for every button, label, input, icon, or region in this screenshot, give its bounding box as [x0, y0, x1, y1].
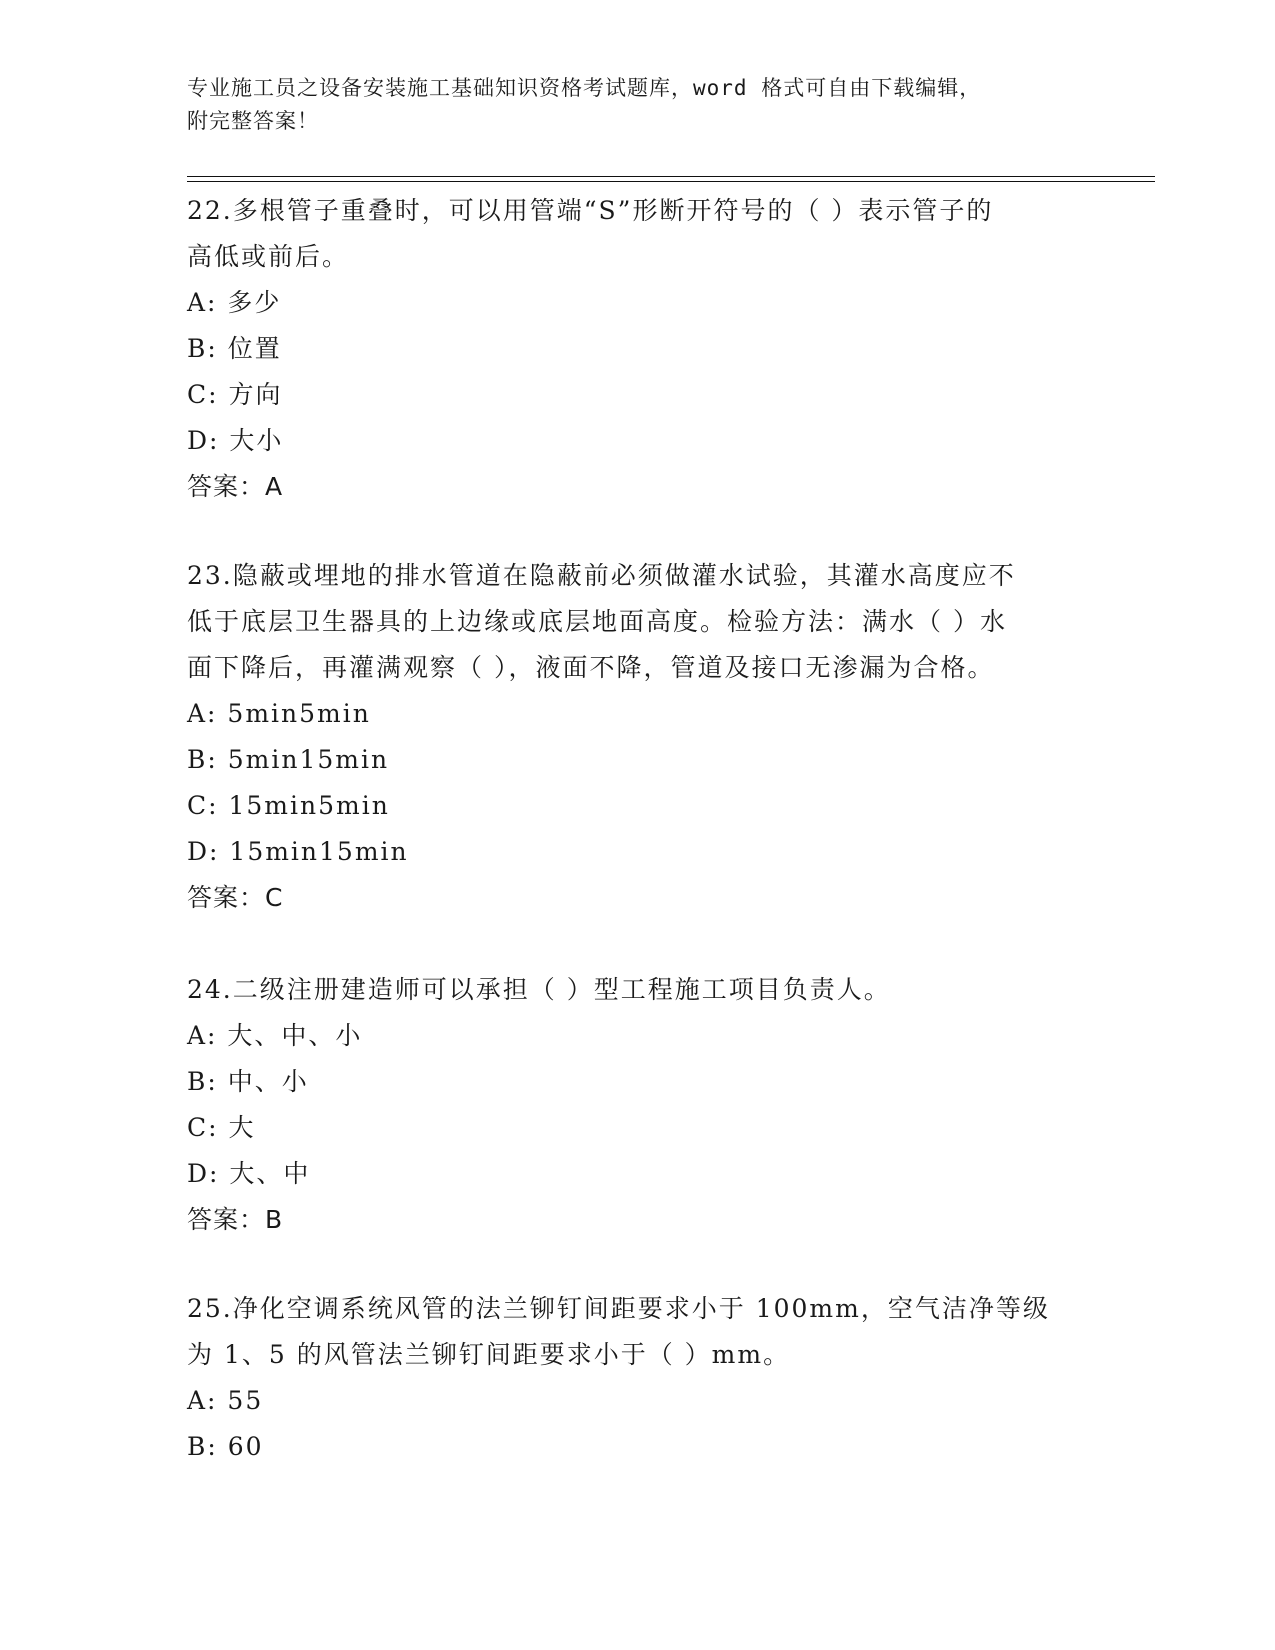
- option-d: D: 大小: [187, 426, 284, 455]
- question-stem-line: 25.净化空调系统风管的法兰铆钉间距要求小于 100mm，空气洁净等级: [187, 1294, 1050, 1323]
- option-c: C: 大: [187, 1113, 256, 1142]
- question-23: [187, 553, 1067, 921]
- option-d: D: 大、中: [187, 1159, 311, 1188]
- header-divider-bottom: [187, 181, 1155, 182]
- option-b: B: 60: [187, 1432, 264, 1461]
- option-a: A: 多少: [187, 288, 282, 317]
- option-a: A: 大、中、小: [187, 1021, 363, 1050]
- answer-line: 答案：A: [187, 472, 284, 501]
- option-b: B: 位置: [187, 334, 282, 363]
- question-stem-line: 24.二级注册建造师可以承担（ ）型工程施工项目负责人。: [187, 975, 891, 1004]
- question-24: [187, 967, 1067, 1243]
- option-c: C: 方向: [187, 380, 283, 409]
- answer-line: 答案：C: [187, 883, 284, 912]
- option-b: B: 中、小: [187, 1067, 309, 1096]
- question-25: [187, 1286, 1067, 1470]
- option-d: D: 15min15min: [187, 837, 409, 866]
- header-divider-top: [187, 176, 1155, 177]
- option-a: A: 5min5min: [187, 699, 371, 728]
- question-stem-line: 面下降后，再灌满观察（ ），液面不降，管道及接口无渗漏为合格。: [187, 653, 995, 682]
- question-stem-line: 低于底层卫生器具的上边缘或底层地面高度。检验方法：满水（ ）水: [187, 607, 1007, 636]
- header-line-2: 附完整答案！: [187, 109, 319, 133]
- question-stem-line: 为 1、5 的风管法兰铆钉间距要求小于（ ）mm。: [187, 1340, 791, 1369]
- option-a: A: 55: [187, 1386, 264, 1415]
- question-22: [187, 188, 1067, 510]
- option-c: C: 15min5min: [187, 791, 390, 820]
- answer-line: 答案：B: [187, 1205, 284, 1234]
- document-header: [187, 72, 1067, 138]
- question-stem-line: 23.隐蔽或埋地的排水管道在隐蔽前必须做灌水试验，其灌水高度应不: [187, 561, 1016, 590]
- question-stem-line: 高低或前后。: [187, 242, 350, 271]
- option-b: B: 5min15min: [187, 745, 390, 774]
- header-line-1: 专业施工员之设备安装施工基础知识资格考试题库，word 格式可自由下载编辑，: [187, 76, 982, 100]
- question-stem-line: 22.多根管子重叠时，可以用管端“S”形断开符号的（ ）表示管子的: [187, 196, 994, 225]
